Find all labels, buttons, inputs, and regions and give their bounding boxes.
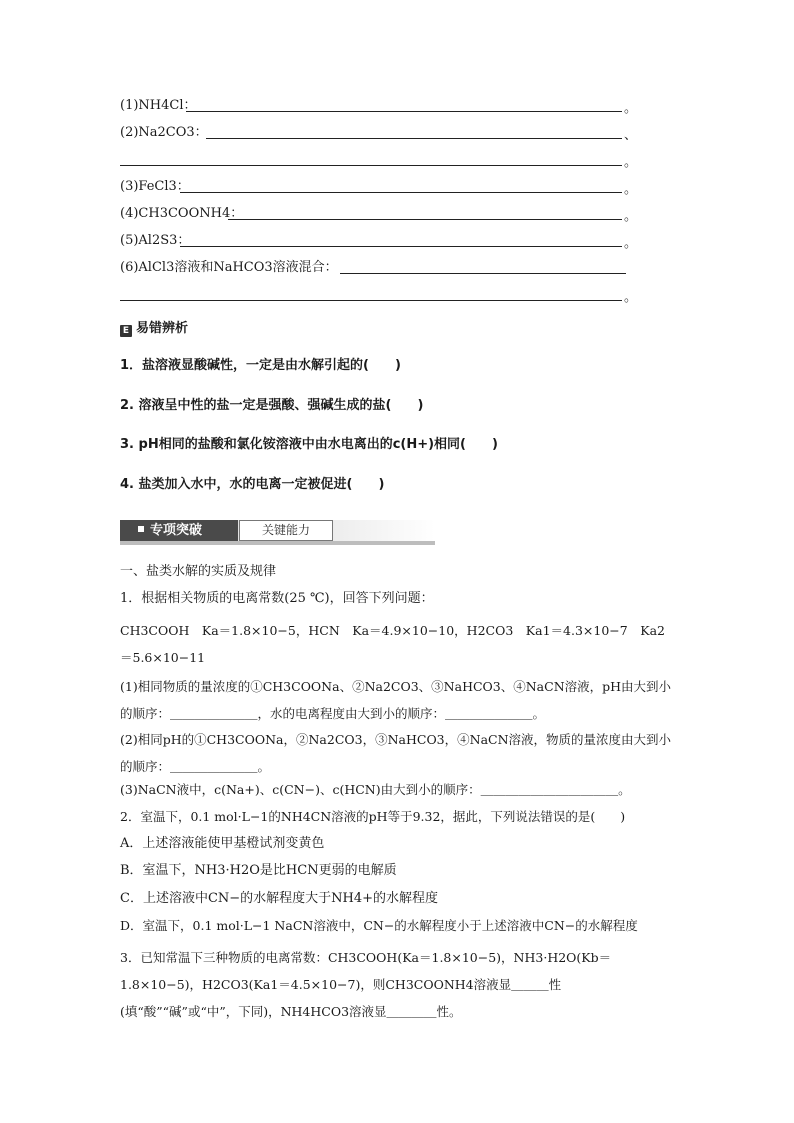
q2-option-d: D．室温下，0.1 mol·L−1 NaCN溶液中，CN−的水解程度小于上述溶液中CN−的水解程度 (120, 918, 638, 933)
fill-label: (2)Na2CO3： (120, 125, 208, 140)
fill-label: (5)Al2S3： (120, 233, 191, 248)
answer-line[interactable] (206, 138, 622, 139)
q2-option-c: C．上述溶液中CN−的水解程度大于NH4+的水解程度 (120, 891, 439, 906)
banner-sub: 关键能力 (239, 520, 333, 541)
q2-stem: 2．室温下，0.1 mol·L−1的NH4CN溶液的pH等于9.32，据此，下列说法错误的是( ) (120, 809, 626, 824)
fill-item-ch3coonh4 (120, 205, 243, 223)
q1-part1: (1)相同物质的量浓度的①CH3COONa、②Na2CO3、③NaHCO3、④NaCN溶液，pH由大到小的顺序：＿＿＿＿＿＿＿，水的电离程度由大到小的顺序：＿＿＿＿＿＿＿。 (120, 679, 672, 721)
banner-main-label: 专项突破 (150, 523, 203, 538)
q2-option-b: B．室温下，NH3·H2O是比HCN更弱的电解质 (120, 863, 397, 878)
period: 。 (624, 290, 638, 305)
judgment-item: 1．盐溶液显酸碱性，一定是由水解引起的( ) (120, 358, 401, 373)
fill-item-al2s3 (120, 232, 190, 250)
separator: 、 (624, 128, 638, 143)
answer-line[interactable] (340, 273, 626, 274)
answer-line[interactable] (180, 246, 622, 247)
answer-line[interactable] (186, 111, 622, 112)
period: 。 (624, 155, 638, 170)
fill-label: (6)AlCl3溶液和NaHCO3溶液混合： (120, 260, 338, 275)
square-bullet-icon (138, 526, 144, 532)
section-title: 易错辨析 (136, 321, 189, 336)
judgment-item: 3. pH相同的盐酸和氯化铵溶液中由水电离出的c(H+)相同( ) (120, 437, 498, 452)
period: 。 (624, 101, 638, 116)
period: 。 (624, 209, 638, 224)
fill-label: (3)FeCl3： (120, 179, 190, 194)
section-heading-errors (120, 320, 188, 338)
answer-line[interactable] (120, 165, 622, 166)
banner-main (120, 520, 238, 541)
section-banner (120, 520, 435, 545)
period: 。 (624, 236, 638, 251)
fill-item-nh4cl (120, 97, 197, 115)
fill-item-na2co3 (120, 124, 208, 142)
q1-constants: CH3COOH Ka＝1.8×10−5，HCN Ka＝4.9×10−10，H2CO3 Ka1＝4.3×10−7 Ka2＝5.6×10−11 (120, 623, 665, 665)
fill-label: (4)CH3COONH4： (120, 206, 244, 221)
q1-intro: 1．根据相关物质的电离常数(25 ℃)，回答下列问题： (120, 591, 434, 606)
banner-shadow (120, 541, 435, 545)
answer-line[interactable] (180, 192, 622, 193)
q3-stem: 3．已知常温下三种物质的电离常数：CH3COOH(Ka＝1.8×10−5)，NH3·H2O(Kb＝1.8×10−5)，H2CO3(Ka1＝4.5×10−7)，则CH3COONH4溶液显＿＿＿性(填“酸”“碱”或“中”，下同)，NH4HCO3溶液显＿＿＿＿性。 (120, 950, 612, 1019)
judgment-item: 2. 溶液呈中性的盐一定是强酸、强碱生成的盐( ) (120, 398, 424, 413)
fill-item-fecl3 (120, 178, 190, 196)
fill-label: (1)NH4Cl： (120, 98, 197, 113)
period: 。 (624, 182, 638, 197)
topic-heading: 一、盐类水解的实质及规律 (120, 564, 277, 579)
fill-item-mixture (120, 259, 338, 277)
q1-part2: (2)相同pH的①CH3COONa，②Na2CO3，③NaHCO3，④NaCN溶液，物质的量浓度由大到小的顺序：＿＿＿＿＿＿＿。 (120, 732, 672, 774)
section-e-icon: E (120, 325, 132, 337)
answer-line[interactable] (120, 300, 622, 301)
judgment-item: 4. 盐类加入水中，水的电离一定被促进( ) (120, 477, 385, 492)
answer-line[interactable] (228, 219, 622, 220)
q1-part3: (3)NaCN液中，c(Na+)、c(CN−)、c(HCN)由大到小的顺序：＿＿＿＿＿＿＿＿＿＿＿。 (120, 782, 631, 797)
q2-option-a: A．上述溶液能使甲基橙试剂变黄色 (120, 836, 325, 851)
